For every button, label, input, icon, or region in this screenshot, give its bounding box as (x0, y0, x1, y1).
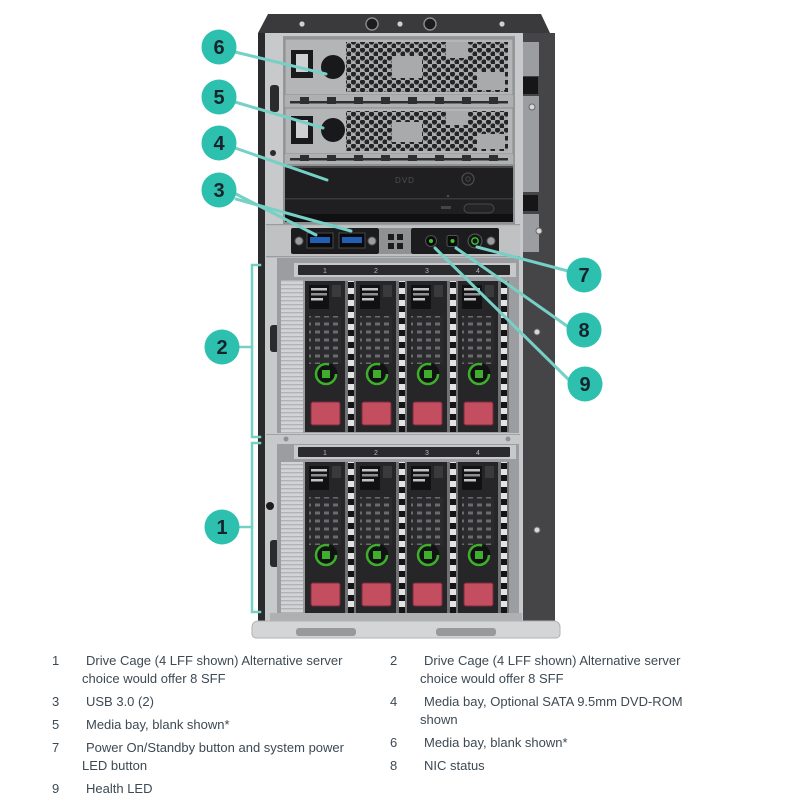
drive-carrier (458, 281, 509, 432)
bezel-hole (266, 502, 274, 510)
screw-icon (499, 21, 504, 26)
screw-icon (534, 329, 540, 335)
usb3-port-1 (307, 233, 333, 248)
cage-side-wall (281, 280, 303, 433)
media-bay-blank-5 (285, 108, 513, 154)
usb3-port-2 (339, 233, 365, 248)
callout-4-badge (202, 126, 237, 161)
callout-4-number: 4 (213, 133, 225, 155)
perforation-gap (477, 72, 505, 90)
bay-number: 1 (323, 449, 327, 457)
callout-9-badge (568, 367, 603, 402)
screw-icon (368, 237, 376, 245)
dvd-top-bevel (285, 166, 513, 168)
screw-icon (487, 237, 495, 245)
bay-number: 4 (476, 267, 480, 275)
callout-2-badge (205, 330, 240, 365)
legend-item-text: Health LED (86, 780, 153, 796)
drive-carriers-upper (305, 281, 509, 432)
cage-side-wall (281, 462, 303, 613)
bay-number: 2 (374, 449, 378, 457)
blank-knockout-hole (321, 118, 345, 142)
callout-3-number: 3 (213, 180, 225, 202)
side-latch (523, 77, 538, 94)
bay-number: 1 (323, 267, 327, 275)
callout-3-badge (202, 173, 237, 208)
io-gap (379, 228, 411, 254)
legend-item-number: 7 (52, 739, 60, 755)
legend-item-number: 5 (52, 716, 60, 732)
legend-item-text: Media bay, blank shown* (424, 734, 568, 750)
perforation-gap (392, 122, 422, 142)
drive-carrier (305, 281, 356, 432)
callout-5-number: 5 (213, 87, 225, 109)
callout-5-badge (202, 80, 237, 115)
health-led (426, 236, 437, 247)
drive-carrier (407, 281, 458, 432)
media-bay-area (283, 36, 515, 226)
legend-item-number: 1 (52, 653, 60, 668)
callout-9-number: 9 (579, 374, 591, 396)
separator-line (290, 158, 508, 161)
bezel-latch (270, 85, 279, 112)
screw-icon (534, 527, 540, 533)
io-band-line (266, 256, 520, 257)
legend-item-number: 4 (390, 693, 398, 709)
perforation-gap (446, 42, 468, 58)
legend-item-text: NIC status (424, 757, 485, 773)
dvd-face (285, 166, 513, 222)
legend-item-text: Drive Cage (4 LFF shown) Alternative server choice would offer 8 SFF (420, 653, 681, 686)
dvd-logo-text: DVD (395, 176, 415, 185)
callout-6-number: 6 (213, 37, 225, 59)
callout-7-number: 7 (578, 265, 590, 287)
io-band-line (266, 224, 520, 225)
callout-8-number: 8 (578, 320, 590, 342)
tower-base (252, 613, 560, 638)
screw-icon (284, 437, 289, 442)
screw-icon (299, 21, 304, 26)
thumbscrew-hole-icon (424, 18, 436, 30)
callout-1-number: 1 (216, 517, 228, 539)
screw-icon (295, 237, 303, 245)
bay-number: 4 (476, 449, 480, 457)
dvd-activity-led (447, 195, 450, 198)
screw-icon (397, 21, 402, 26)
legend-column-right (384, 652, 716, 780)
legend-item-text: Power On/Standby button and system power LED button (82, 739, 344, 773)
legend-item-number: 3 (52, 693, 60, 709)
callout-7-badge (567, 258, 602, 293)
nic-status-led (447, 236, 458, 247)
legend-item-1 (46, 652, 378, 688)
dvd-eject-button (464, 204, 494, 213)
power-button-bezel (468, 234, 482, 248)
callout-brackets (240, 265, 260, 612)
drive-carriers-lower (305, 462, 509, 613)
perforation-gap (446, 111, 468, 125)
foot-shadow (436, 628, 496, 636)
separator-line (266, 434, 520, 435)
screw-icon (536, 228, 542, 234)
side-latch (522, 195, 538, 211)
thumbscrew-hole-icon (366, 18, 378, 30)
legend-item-text: USB 3.0 (2) (86, 693, 154, 709)
bay-separator (285, 95, 513, 108)
separator-line (290, 101, 508, 104)
legend-item-9 (46, 780, 378, 798)
led-green-dot (429, 239, 433, 243)
blank-knockout-hole (321, 55, 345, 79)
legend-item-6 (384, 734, 716, 752)
legend-item-7 (46, 739, 378, 775)
drive-carrier (356, 281, 407, 432)
legend-item-text: Media bay, Optional SATA 9.5mm DVD-ROM shown (420, 693, 683, 727)
legend-item-number: 9 (52, 780, 60, 796)
usb-port-tongue (310, 237, 330, 243)
perforation-gap (477, 134, 505, 149)
legend-item-number: 8 (390, 757, 398, 773)
legend-item-8 (384, 757, 716, 775)
bezel-hole (270, 150, 276, 156)
chassis-left-edge (258, 33, 265, 622)
usb-port-tongue (342, 237, 362, 243)
bay-number: 3 (425, 267, 429, 275)
power-standby-button (468, 234, 482, 248)
side-notch (523, 96, 539, 192)
dvd-tray-seam (285, 198, 513, 200)
led-green-dot (451, 239, 455, 243)
legend-item-text: Media bay, blank shown* (86, 716, 230, 732)
legend-item-2 (384, 652, 716, 688)
legend-item-number: 2 (390, 653, 398, 668)
drive-cage-lower (277, 444, 519, 618)
screw-icon (506, 437, 511, 442)
drive-cage-upper (277, 258, 519, 438)
callout-2-number: 2 (216, 337, 228, 359)
callout-1-badge (205, 510, 240, 545)
usb-panel (291, 228, 379, 254)
legend-column-left (46, 652, 378, 803)
legend-item-4 (384, 693, 716, 729)
legend-item-number: 6 (390, 734, 398, 750)
screw-icon (529, 104, 535, 110)
foot-shadow (296, 628, 356, 636)
legend-item-text: Drive Cage (4 LFF shown) Alternative server choice would offer 8 SFF (82, 653, 343, 686)
bay-number: 2 (374, 267, 378, 275)
callout-6-badge (202, 30, 237, 65)
perforation-gap (392, 56, 422, 78)
media-bay-blank-6 (285, 39, 513, 95)
dvd-emergency-eject-hole (441, 206, 451, 209)
side-notch (523, 42, 539, 76)
callout-8-badge (567, 313, 602, 348)
bay-number: 3 (425, 449, 429, 457)
bay-separator (285, 154, 513, 164)
legend-item-5 (46, 716, 378, 734)
dvd-rom-drive (283, 164, 515, 226)
legend-item-3 (46, 693, 378, 711)
cage-separator (266, 433, 520, 444)
